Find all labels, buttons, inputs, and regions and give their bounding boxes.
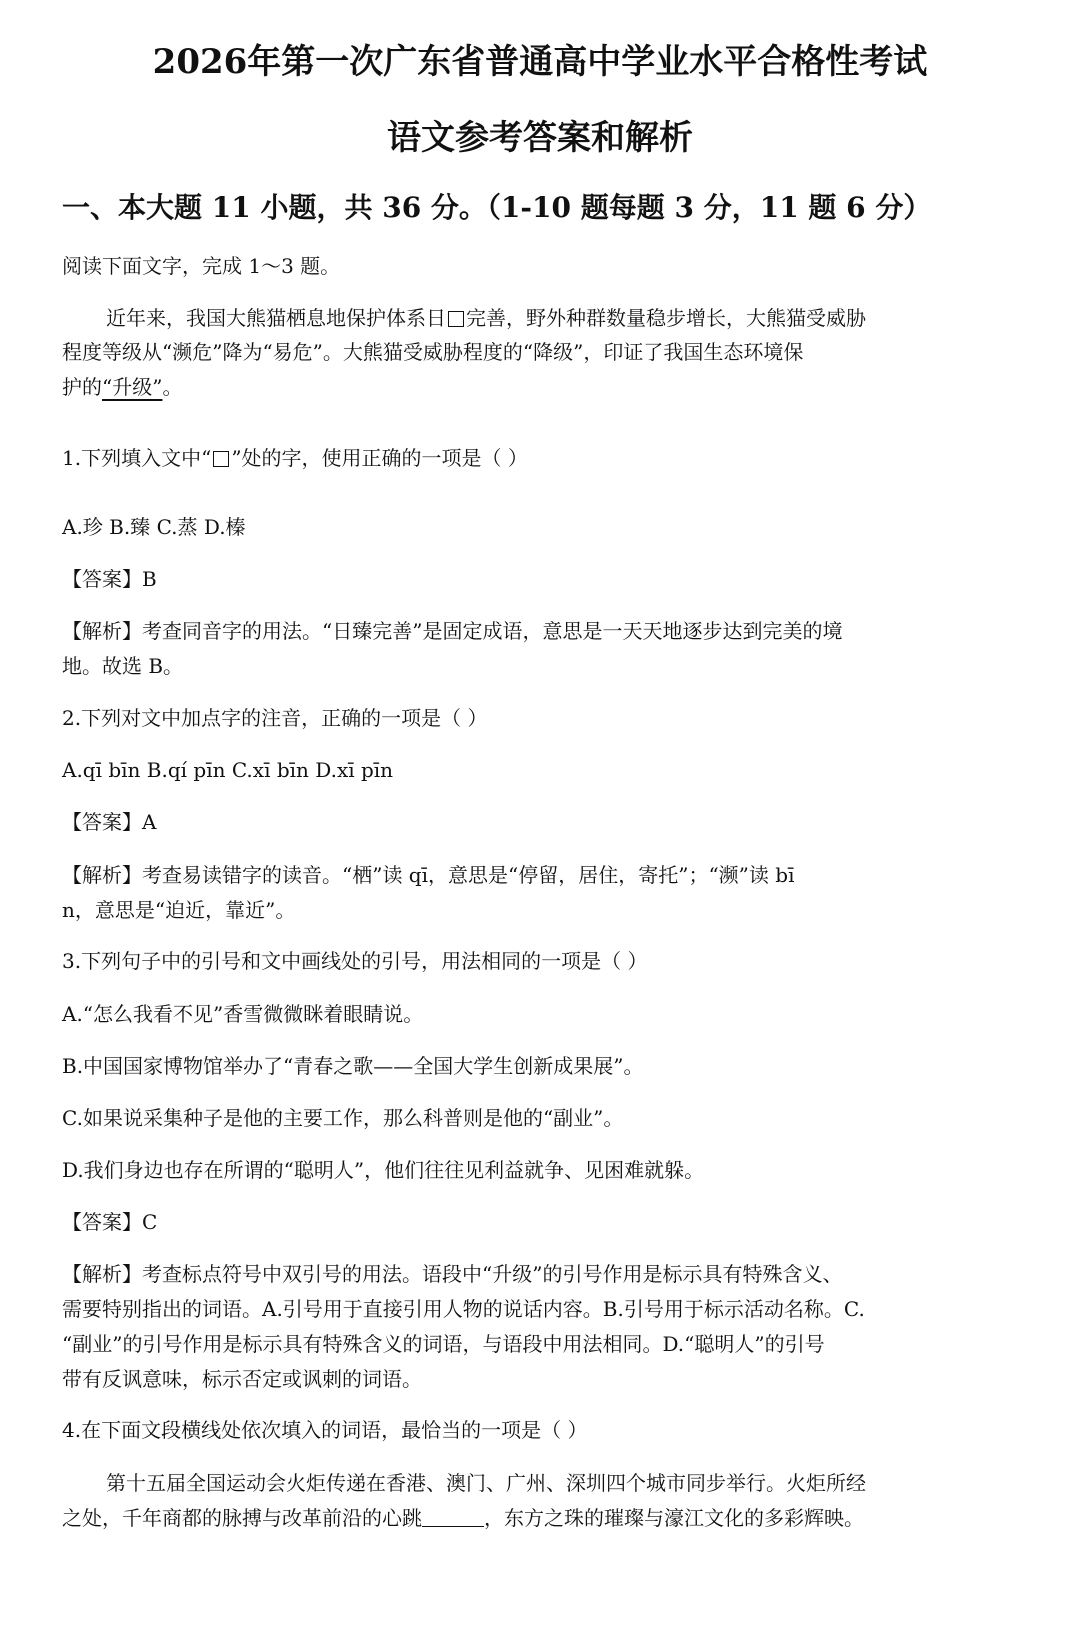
question-stem: 2.下列对文中加点字的注音，正确的一项是（ ） <box>62 706 488 730</box>
answer-label: 【答案】C <box>62 1210 158 1234</box>
question-options: A.qī bīn B.qí pīn C.xī bīn D.xī pīn <box>62 758 394 782</box>
question-stem: 3.下列句子中的引号和文中画线处的引号，用法相同的一项是（ ） <box>62 949 648 973</box>
blank-box <box>448 311 464 327</box>
blank-box <box>213 451 229 467</box>
passage-line: 程度等级从“濒危”降为“易危”。大熊猫受威胁程度的“降级”，印证了我国生态环境保 <box>62 340 804 364</box>
option-a: A.“怎么我看不见”香雪微微眯着眼睛说。 <box>62 1002 424 1026</box>
passage-line: 之处，千年商都的脉搏与改革前沿的心跳 ，东方之珠的璀璨与濠江文化的多彩辉映。 <box>62 1506 864 1530</box>
option-c: C.如果说采集种子是他的主要工作，那么科普则是他的“副业”。 <box>62 1106 624 1130</box>
option-d: D.我们身边也存在所谓的“聪明人”，他们往往见利益就争、见困难就躲。 <box>62 1158 705 1182</box>
analysis-text: 【解析】考查易读错字的读音。“栖”读 qī，意思是“停留，居住，寄托”；“濒”读 bī <box>62 863 795 887</box>
analysis-text: n，意思是“迫近，靠近”。 <box>62 898 296 922</box>
analysis-text: 带有反讽意味，标示否定或讽刺的词语。 <box>62 1367 422 1391</box>
answer-label: 【答案】A <box>62 810 157 834</box>
answer-label: 【答案】B <box>62 567 157 591</box>
document-title: 2026年第一次广东省普通高中学业水平合格性考试 <box>152 42 928 82</box>
underlined-phrase: “升级” <box>102 375 163 399</box>
reading-instruction: 阅读下面文字，完成 1～3 题。 <box>62 254 341 278</box>
analysis-text: “副业”的引号作用是标示具有特殊含义的词语，与语段中用法相同。D.“聪明人”的引号 <box>62 1332 825 1356</box>
question-stem: 1.下列填入文中“ ”处的字，使用正确的一项是（ ） <box>62 446 528 470</box>
analysis-text: 【解析】考查同音字的用法。“日臻完善”是固定成语，意思是一天天地逐步达到完美的境 <box>62 619 843 643</box>
document-subtitle: 语文参考答案和解析 <box>387 118 693 158</box>
passage-line: 护的“升级”。 <box>62 375 183 399</box>
analysis-text: 需要特别指出的词语。A.引号用于直接引用人物的说话内容。B.引号用于标示活动名称。C. <box>62 1297 865 1321</box>
question-stem: 4.在下面文段横线处依次填入的词语，最恰当的一项是（ ） <box>62 1418 588 1442</box>
option-b: B.中国国家博物馆举办了“青春之歌——全国大学生创新成果展”。 <box>62 1054 644 1078</box>
analysis-text: 【解析】考查标点符号中双引号的用法。语段中“升级”的引号作用是标示具有特殊含义、 <box>62 1262 843 1286</box>
question-options: A.珍 B.臻 C.蒸 D.榛 <box>62 515 246 539</box>
passage-line: 第十五届全国运动会火炬传递在香港、澳门、广州、深圳四个城市同步举行。火炬所经 <box>106 1471 866 1495</box>
section-heading: 一、本大题 11 小题，共 36 分。（1-10 题每题 3 分，11 题 6 分） <box>62 191 932 224</box>
passage-line: 近年来，我国大熊猫栖息地保护体系日 完善，野外种群数量稳步增长，大熊猫受威胁 <box>106 306 866 330</box>
analysis-text: 地。故选 B。 <box>62 654 184 678</box>
fill-blank <box>422 1508 484 1527</box>
